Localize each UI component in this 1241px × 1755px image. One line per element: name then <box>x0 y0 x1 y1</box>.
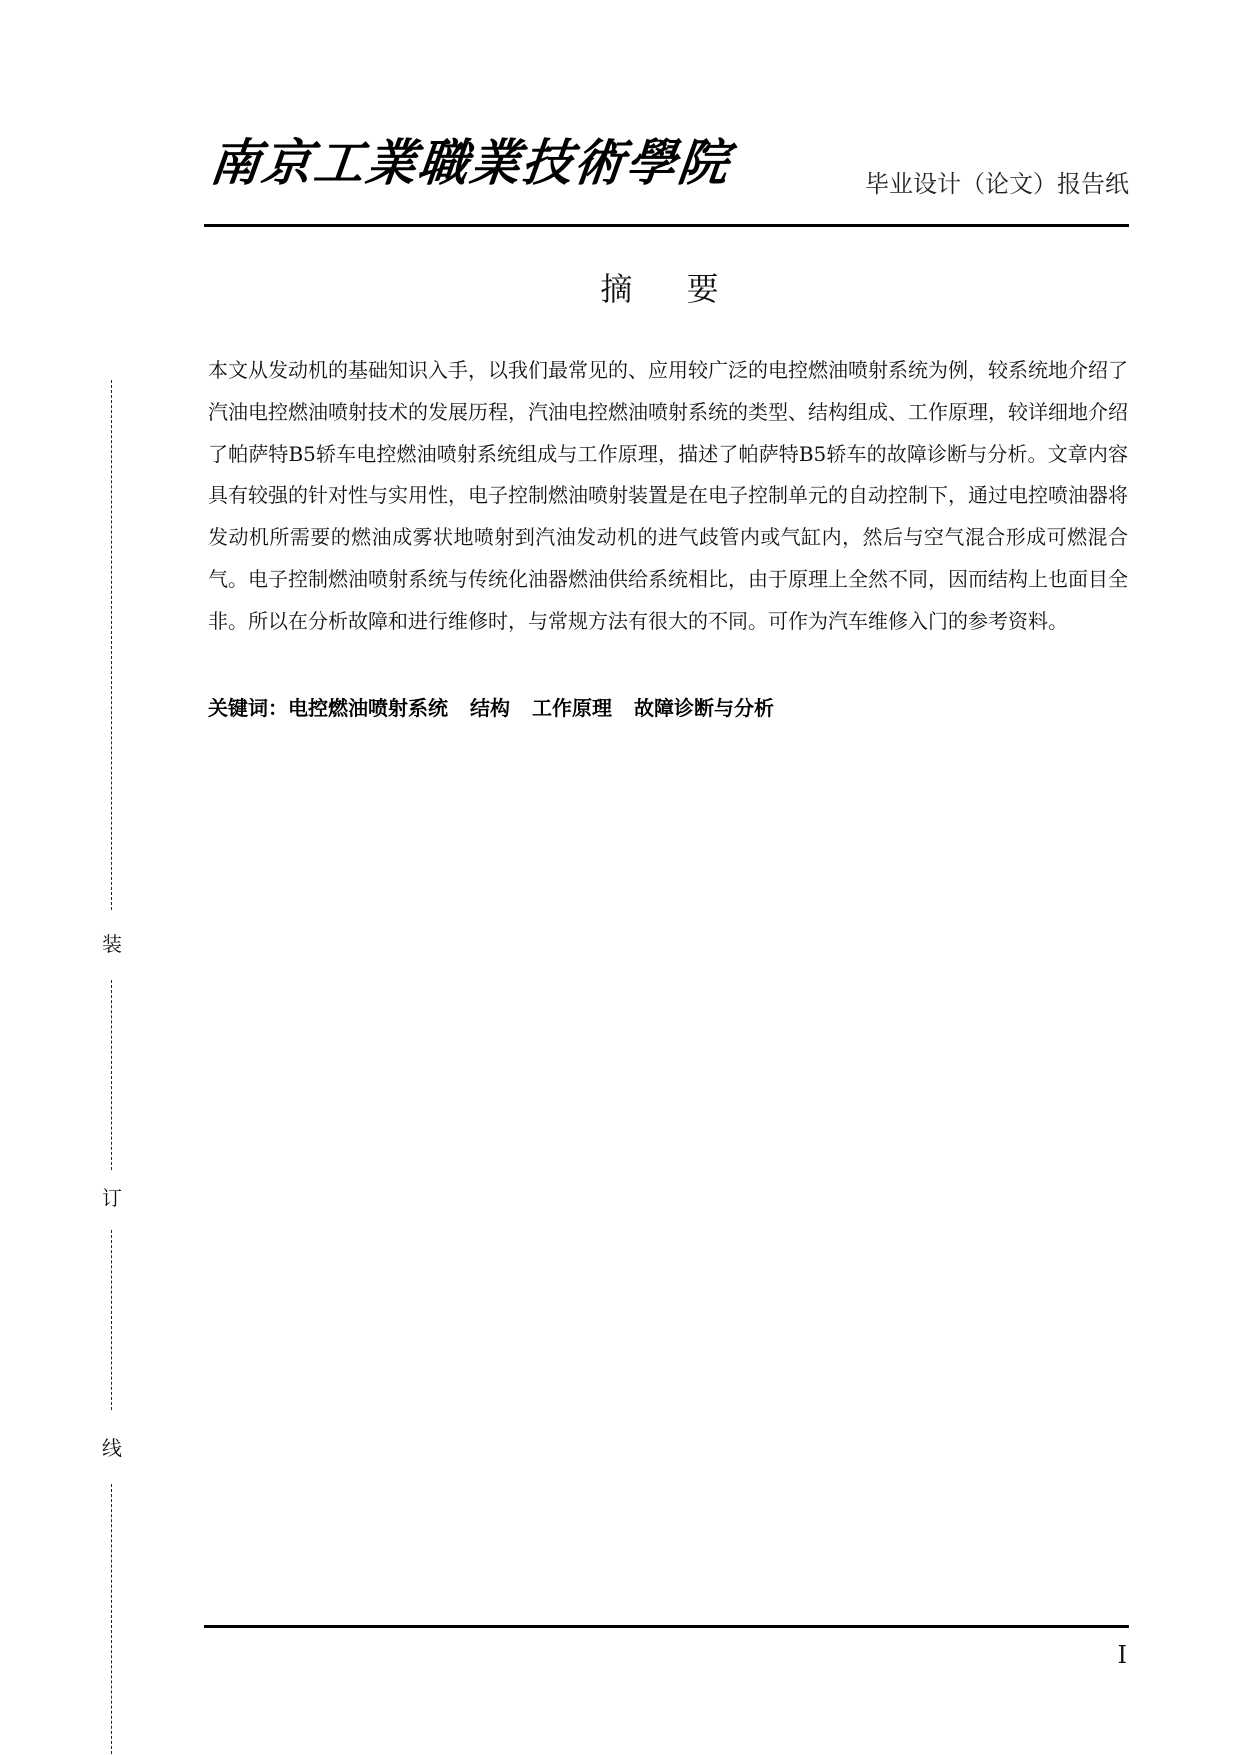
binding-char-zhuang: 装 <box>102 932 122 956</box>
keyword-item: 故障诊断与分析 <box>634 696 774 720</box>
binding-char-ding: 订 <box>102 1186 122 1210</box>
school-logo: 南京工業職業技術學院 <box>206 133 734 192</box>
abstract-title: 摘 要 <box>600 270 741 308</box>
paper-type-label: 毕业设计（论文）报告纸 <box>865 170 1129 198</box>
keywords-label: 关键词： <box>208 696 288 720</box>
binding-char-xian: 线 <box>102 1436 122 1460</box>
keywords-line <box>208 688 1128 728</box>
binding-dash-top <box>111 380 112 910</box>
header-rule <box>204 224 1129 227</box>
keyword-item: 工作原理 <box>532 696 612 720</box>
binding-dash-middle-1 <box>111 980 112 1170</box>
keyword-item: 结构 <box>470 696 510 720</box>
abstract-body: 本文从发动机的基础知识入手，以我们最常见的、应用较广泛的电控燃油喷射系统为例，较系统地介绍了汽油电控燃油喷射技术的发展历程，汽油电控燃油喷射系统的类型、结构组成、工作原理，较详细地介绍了帕萨特B5轿车电控燃油喷射系统组成与工作原理，描述了帕萨特B5轿车的故障诊断与分析。文章内容具有较强的针对性与实用性，电子控制燃油喷射装置是在电子控制单元的自动控制下，通过电控喷油器将发动机所需要的燃油成雾状地喷射到汽油发动机的进气歧管内或气缸内，然后与空气混合形成可燃混合气。电子控制燃油喷射系统与传统化油器燃油供给系统相比，由于原理上全然不同，因而结构上也面目全非。所以在分析故障和进行维修时，与常规方法有很大的不同。可作为汽车维修入门的参考资料。 <box>208 358 1128 633</box>
page-number: I <box>1117 1641 1127 1669</box>
binding-margin <box>96 380 128 1755</box>
binding-dash-middle-2 <box>111 1230 112 1410</box>
keyword-item: 电控燃油喷射系统 <box>288 696 448 720</box>
binding-dash-bottom <box>111 1484 112 1754</box>
footer-rule <box>204 1625 1129 1628</box>
